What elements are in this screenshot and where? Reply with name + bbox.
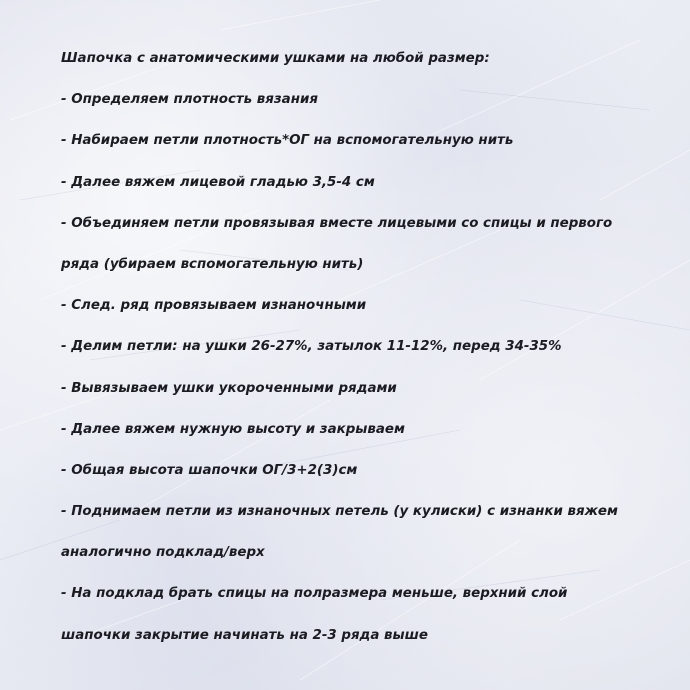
instruction-line: шапочки закрытие начинать на 2-3 ряда выше bbox=[61, 627, 428, 643]
instruction-line: аналогично подклад/верх bbox=[61, 545, 265, 561]
instruction-line: - На подклад брать спицы на полразмера меньше, верхний слой bbox=[61, 586, 568, 602]
instruction-line: - Набираем петли плотность*ОГ на вспомогательную нить bbox=[61, 133, 514, 149]
instruction-line: - Общая высота шапочки ОГ/3+2(3)см bbox=[61, 462, 358, 478]
knitting-instructions bbox=[61, 38, 661, 656]
instruction-line: - Объединяем петли провязывая вместе лицевыми со спицы и первого bbox=[61, 215, 613, 231]
note-title: Шапочка с анатомическими ушками на любой размер: bbox=[61, 51, 490, 66]
instruction-line: - Далее вяжем лицевой гладью 3,5-4 см bbox=[61, 174, 375, 190]
instruction-line: - Поднимаем петли из изнаночных петель (у кулиски) с изнанки вяжем bbox=[61, 504, 618, 520]
instruction-line: - Определяем плотность вязания bbox=[61, 92, 318, 108]
instruction-line: - След. ряд провязываем изнаночными bbox=[61, 298, 367, 314]
instruction-line: - Вывязываем ушки укороченными рядами bbox=[61, 380, 397, 396]
instruction-line: ряда (убираем вспомогательную нить) bbox=[61, 256, 364, 272]
instruction-line: - Далее вяжем нужную высоту и закрываем bbox=[61, 421, 405, 437]
instruction-line: - Делим петли: на ушки 26-27%, затылок 11-12%, перед 34-35% bbox=[61, 339, 562, 355]
